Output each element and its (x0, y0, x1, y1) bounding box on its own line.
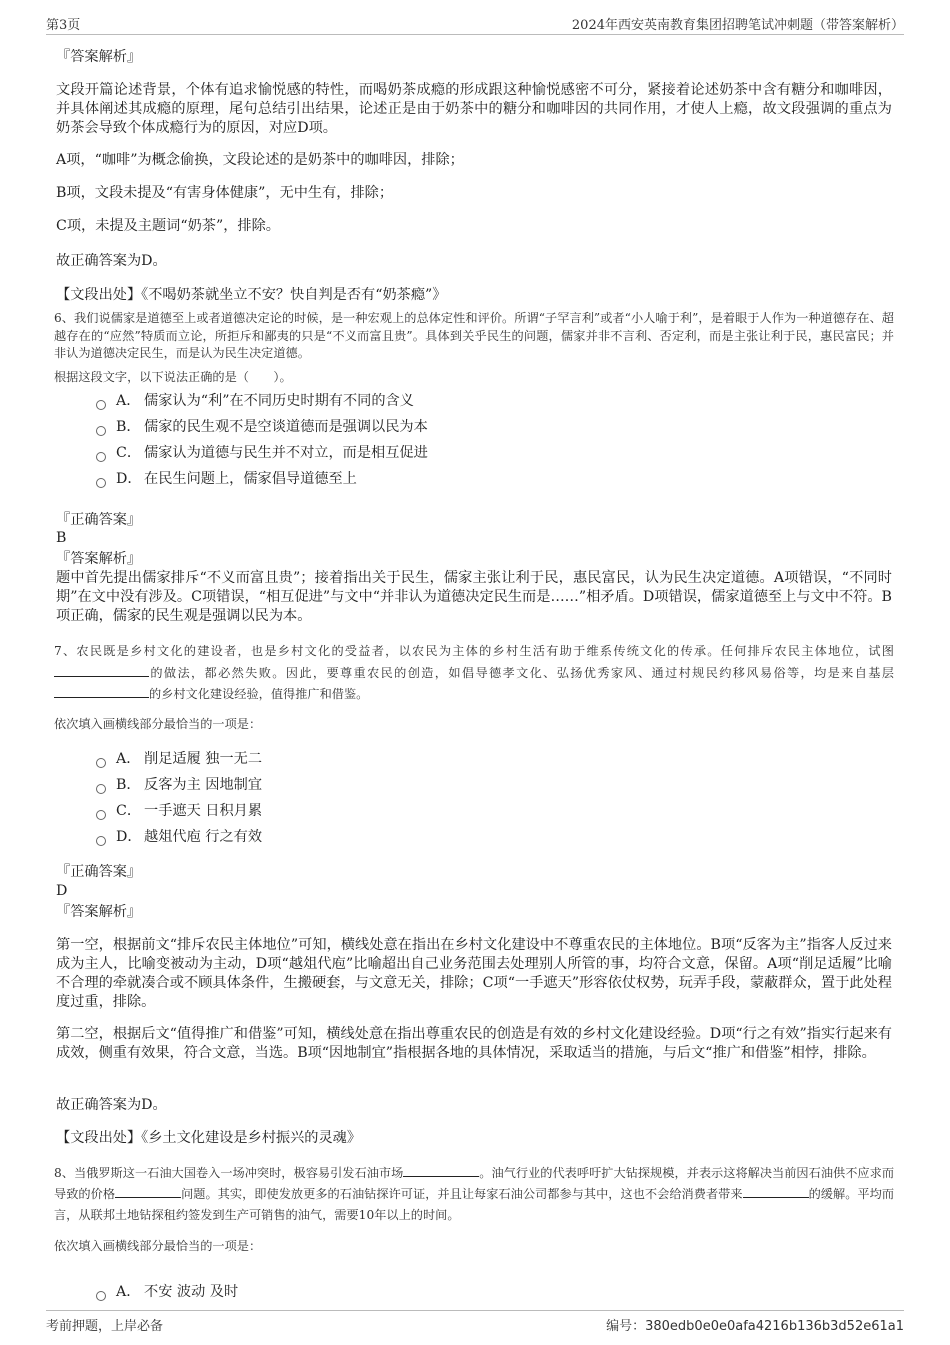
q7-prompt: 依次填入画横线部分最恰当的一项是： (54, 717, 262, 731)
page-header (46, 14, 904, 35)
radio-icon[interactable] (96, 400, 106, 410)
q6-option-a[interactable]: A． 儒家认为“利”在不同历史时期有不同的含义 (96, 392, 414, 411)
page-number: 第3页 (46, 18, 81, 33)
fill-blank-3 (743, 1185, 809, 1198)
q6-option-d[interactable]: D． 在民生问题上，儒家倡导道德至上 (96, 470, 357, 489)
radio-icon[interactable] (96, 1291, 106, 1301)
radio-icon[interactable] (96, 758, 106, 768)
radio-icon[interactable] (96, 426, 106, 436)
q7-option-c[interactable]: C． 一手遮天 日积月累 (96, 802, 262, 821)
q8-prompt: 依次填入画横线部分最恰当的一项是： (54, 1239, 262, 1253)
q7-stem: 7、农民既是乡村文化的建设者，也是乡村文化的受益者，以农民为主体的乡村生活有助于维系传统文化的传承。任何排斥农民主体地位，试图的做法，都必然失败。因此，要尊重农民的创造，如倡导德孝文化、弘扬优秀家风、通过村规民约移风易俗等，均是来自基层的乡村文化建设经验，值得推广和借鉴。 (54, 644, 894, 701)
q7-analysis-second-blank: 第二空，根据后文“值得推广和借鉴”可知，横线处意在指出尊重农民的创造是有效的乡村文化建设经验。D项“行之有效”指实行起来有成效，侧重有效果，符合文意，当选。B项“因地制宜”指根据各地的具体情况，采取适当的措施，与后文“推广和借鉴”相悖，排除。 (56, 1026, 892, 1061)
radio-icon[interactable] (96, 478, 106, 488)
q5-conclusion: 故正确答案为D。 (56, 253, 167, 269)
q7-option-a[interactable]: A． 削足适履 独一无二 (96, 750, 262, 769)
fill-blank-2 (115, 1185, 181, 1198)
fill-blank-1 (403, 1164, 479, 1177)
q7-answer: D (56, 883, 68, 899)
q8-option-a[interactable]: A． 不安 波动 及时 (96, 1283, 238, 1302)
q5-analysis-label: 『答案解析』 (56, 49, 142, 65)
q7-analysis-first-blank: 第一空，根据前文“排斥农民主体地位”可知，横线处意在指出在乡村文化建设中不尊重农民的主体地位。B项“反客为主”指客人反过来成为主人，比喻变被动为主动，D项“越俎代庖”比喻超出自己业务范围去处理别人所管的事，均符合文意，保留。A项“削足适履”比喻不合理的牵就凑合或不顾具体条件，生搬硬套，与文意无关，排除；C项“一手遮天”形容依仗权势，玩弄手段，蒙蔽群众，置于此处程度过重，排除。 (56, 937, 892, 1010)
q5-analysis-c: C项，未提及主题词“奶茶”，排除。 (56, 218, 280, 234)
q5-analysis-b: B项，文段未提及“有害身体健康”，无中生有，排除； (56, 185, 394, 201)
q7-option-b[interactable]: B． 反客为主 因地制宜 (96, 776, 262, 795)
q6-answer: B (56, 530, 67, 546)
q8-stem: 8、当俄罗斯这一石油大国卷入一场冲突时，极容易引发石油市场 。油气行业的代表呼吁扩大钻探规模，并表示这将解决当前因石油供不应求而导致的价格 问题。其实，即使发放更多的石油钻探许可证，并且让每家石油公司都参与其中，这也不会给消费者带来 的缓解。平均而言，从联邦土地钻探租约签发到生产可销售的油气，需要10年以上的时间。 (54, 1166, 895, 1222)
q6-option-c[interactable]: C． 儒家认为道德与民生并不对立，而是相互促进 (96, 444, 428, 463)
q7-option-d[interactable]: D． 越俎代庖 行之有效 (96, 828, 262, 847)
q6-analysis: 题中首先提出儒家排斥“不义而富且贵”；接着指出关于民生，儒家主张让利于民，惠民富民，认为民生决定道德。A项错误，“不同时期”在文中没有涉及。C项错误，“相互促进”与文中“并非认为道德决定民生而是……”相矛盾。D项错误，儒家道德至上与文中不符。B项正确，儒家的民生观是强调以民为本。 (56, 570, 892, 624)
q5-source: 【文段出处】《不喝奶茶就坐立不安？快自判是否有“奶茶瘾”》 (56, 287, 447, 303)
q7-source: 【文段出处】《乡土文化建设是乡村振兴的灵魂》 (56, 1130, 362, 1146)
q5-analysis-paragraph: 文段开篇论述背景，个体有追求愉悦感的特性，而喝奶茶成瘾的形成跟这种愉悦感密不可分，紧接着论述奶茶中含有糖分和咖啡因，并具体阐述其成瘾的原理，尾句总结引出结果，论述正是由于奶茶中的糖分和咖啡因的共同作用，才使人上瘾，故文段强调的重点为奶茶会导致个体成瘾行为的原因，对应D项。 (56, 82, 892, 136)
document-code: 编号：380edb0e0e0afa4216b136b3d52e61a1 (606, 1319, 904, 1334)
page-footer (46, 1310, 904, 1334)
q7-conclusion: 故正确答案为D。 (56, 1097, 167, 1113)
q6-option-b[interactable]: B． 儒家的民生观不是空谈道德而是强调以民为本 (96, 418, 428, 437)
radio-icon[interactable] (96, 452, 106, 462)
document-title: 2024年西安英南教育集团招聘笔试冲刺题（带答案解析） (571, 18, 904, 33)
fill-blank-1 (54, 664, 149, 677)
radio-icon[interactable] (96, 784, 106, 794)
q5-analysis-a: A项，“咖啡”为概念偷换，文段论述的是奶茶中的咖啡因，排除； (56, 152, 464, 168)
footer-slogan: 考前押题，上岸必备 (46, 1319, 164, 1334)
fill-blank-2 (54, 685, 149, 698)
radio-icon[interactable] (96, 810, 106, 820)
q6-answer-label: 『正确答案』 (56, 512, 142, 528)
q6-stem: 6、我们说儒家是道德至上或者道德决定论的时候，是一种宏观上的总体定性和评价。所谓“子罕言利”或者“小人喻于利”，是着眼于人作为一种道德存在、超越存在的“应然”特质而立论，所拒斥和鄙夷的只是“不义而富且贵”。具体到关乎民生的问题，儒家并非不言利、否定利，而是主张让利于民，惠民富民；并非认为道德决定民生，而是认为民生决定道德。 (54, 311, 894, 360)
q7-answer-label: 『正确答案』 (56, 864, 142, 880)
q7-analysis-label: 『答案解析』 (56, 904, 142, 920)
radio-icon[interactable] (96, 836, 106, 846)
q6-prompt: 根据这段文字，以下说法正确的是（ ）。 (54, 370, 292, 384)
q6-analysis-label: 『答案解析』 (56, 551, 142, 567)
